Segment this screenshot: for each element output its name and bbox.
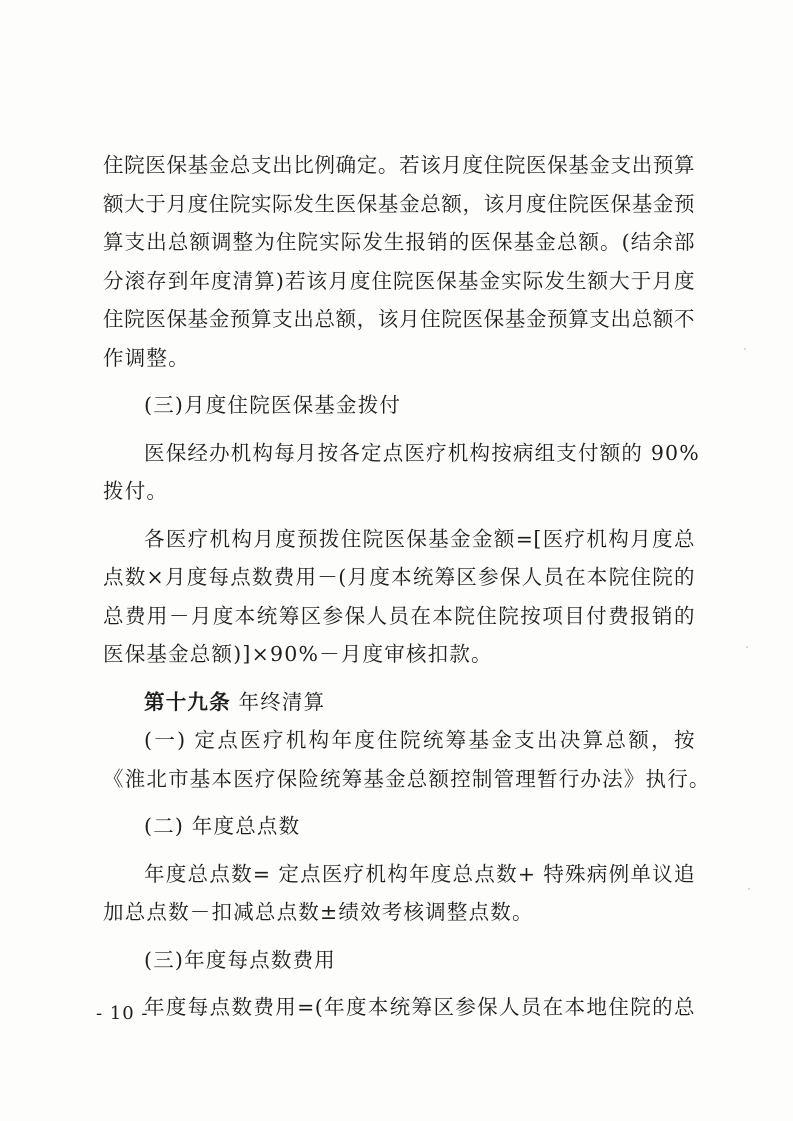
scan-speck: [744, 348, 746, 350]
article-heading: [103, 683, 695, 722]
scan-speck: [748, 888, 750, 890]
article-number: 第十九条: [144, 689, 231, 714]
section-heading: (三)年度每点数费用: [144, 947, 336, 972]
paragraph-line: 额大于月度住院实际发生医保基金总额，该月度住院医保基金预: [103, 191, 695, 216]
paragraph-line: 《淮北市基本医疗保险统筹基金总额控制管理暂行办法》执行。: [103, 766, 711, 791]
formula-line: 总费用－月度本统筹区参保人员在本院住院按项目付费报销的: [103, 603, 695, 628]
document-body: [103, 146, 711, 1027]
formula-line: 年度总点数= 定点医疗机构年度总点数+ 特殊病例单议追: [144, 861, 695, 886]
page-number: - 10 -: [96, 1003, 149, 1024]
article-title: 年终清算: [238, 689, 326, 714]
section-heading: (三)月度住院医保基金拨付: [144, 393, 402, 417]
paragraph-line: 分滚存到年度清算)若该月度住院医保基金实际发生额大于月度: [103, 268, 695, 293]
formula-line: 各医疗机构月度预拨住院医保基金金额=[医疗机构月度总: [144, 526, 695, 551]
section-heading: (二) 年度总点数: [144, 814, 301, 838]
paragraph-line: 拨付。: [103, 479, 169, 503]
formula-line: 点数×月度每点数费用－(月度本统筹区参保人员在本院住院的: [103, 565, 695, 589]
paragraph-line: 住院医保基金总支出比例确定。若该月度住院医保基金支出预算: [103, 153, 695, 177]
scan-speck: [746, 646, 748, 648]
paragraph-line: 住院医保基金预算支出总额，该月住院医保基金预算支出总额不: [103, 307, 695, 331]
paragraph-line: (一) 定点医疗机构年度住院统筹基金支出决算总额，按: [144, 728, 695, 752]
paragraph-line: 医保经办机构每月按各定点医疗机构按病组支付额的 90%: [144, 440, 700, 465]
paragraph-line: 作调整。: [103, 345, 190, 370]
formula-line: 加总点数－扣减总点数±绩效考核调整点数。: [103, 900, 534, 924]
formula-line: 医保基金总额)]×90%－月度审核扣款。: [103, 642, 493, 666]
formula-line: 年度每点数费用=(年度本统筹区参保人员在本地住院的总: [144, 995, 695, 1019]
paragraph-line: 算支出总额调整为住院实际发生报销的医保基金总额。(结余部: [103, 230, 695, 254]
